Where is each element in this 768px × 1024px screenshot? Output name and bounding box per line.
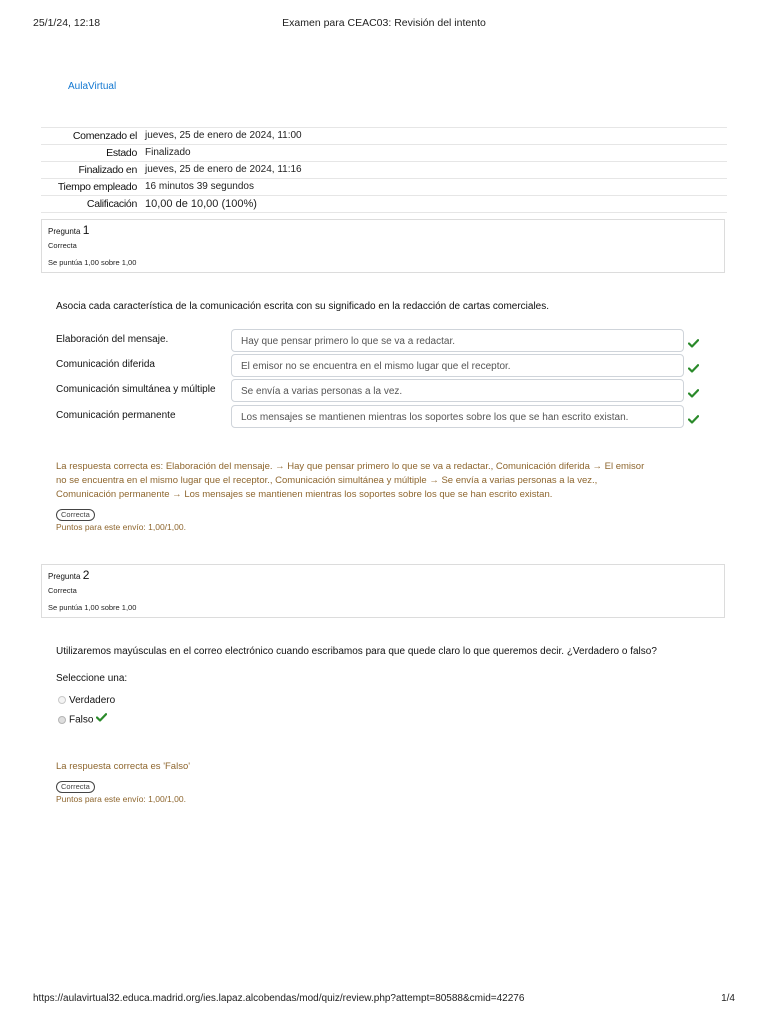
summary-label: Comenzado el [41, 128, 145, 145]
summary-value: jueves, 25 de enero de 2024, 11:00 [145, 128, 727, 145]
print-title: Examen para CEAC03: Revisión del intento [282, 17, 486, 29]
question-grade: Se puntúa 1,00 sobre 1,00 [48, 603, 137, 612]
option-verdadero[interactable] [58, 694, 115, 708]
question-text-1: Asocia cada característica de la comunicación escrita con su significado en la redacción de cartas comerciales. [56, 301, 550, 312]
print-date: 25/1/24, 12:18 [33, 17, 101, 29]
question-number-value: 2 [82, 568, 90, 582]
print-footer [33, 993, 735, 1007]
correct-badge: Correcta [56, 509, 95, 521]
match-label: Comunicación simultánea y múltiple [56, 384, 216, 395]
radio-button[interactable] [58, 696, 66, 704]
site-home-link[interactable]: AulaVirtual [68, 81, 117, 92]
match-select[interactable]: El emisor no se encuentra en el mismo lugar que el receptor. [231, 354, 684, 377]
question-info-2 [41, 564, 725, 618]
summary-label: Estado [41, 145, 145, 162]
summary-row [41, 179, 727, 196]
check-icon [688, 411, 699, 429]
feedback-line: no se encuentra en el mismo lugar que el receptor., Comunicación simultánea y múltiple → Se envía a varias personas a la vez., [56, 475, 598, 486]
summary-value: jueves, 25 de enero de 2024, 11:16 [145, 162, 727, 179]
points-awarded-1: Puntos para este envío: 1,00/1,00. [56, 522, 186, 532]
print-header [33, 17, 735, 31]
summary-grade [145, 196, 727, 213]
feedback-line: La respuesta correcta es: Elaboración del mensaje. → Hay que pensar primero lo que se va a redactar., Comunicación diferida → El emisor [56, 461, 645, 472]
question-text-2: Utilizaremos mayúsculas en el correo electrónico cuando escribamos para que quede claro lo que queremos decir. ¿Verdadero o falso? [56, 646, 657, 657]
check-icon [688, 335, 699, 353]
match-label: Elaboración del mensaje. [56, 334, 169, 345]
match-label: Comunicación diferida [56, 359, 155, 370]
check-icon [688, 360, 699, 378]
select-one-prompt: Seleccione una: [56, 673, 128, 684]
summary-label: Tiempo empleado [41, 179, 145, 196]
check-icon [688, 385, 699, 403]
summary-row [41, 162, 727, 179]
summary-value: Finalizado [145, 145, 727, 162]
match-row [56, 379, 706, 403]
summary-value: 16 minutos 39 segundos [145, 179, 727, 196]
summary-row [41, 196, 727, 213]
match-label: Comunicación permanente [56, 410, 176, 421]
page-count: 1/4 [721, 993, 735, 1004]
summary-row [41, 145, 727, 162]
points-awarded-2: Puntos para este envío: 1,00/1,00. [56, 794, 186, 804]
match-select[interactable]: Los mensajes se mantienen mientras los soportes sobre los que se han escrito existan. [231, 405, 684, 428]
correct-answer-feedback-1 [56, 460, 716, 502]
question-grade: Se puntúa 1,00 sobre 1,00 [48, 258, 137, 267]
correct-answer-feedback-2: La respuesta correcta es 'Falso' [56, 761, 191, 772]
match-select[interactable]: Hay que pensar primero lo que se va a redactar. [231, 329, 684, 352]
attempt-summary-table [41, 127, 727, 213]
grade-score: 10,00 [145, 198, 173, 210]
question-number-prefix: Pregunta [48, 572, 83, 581]
match-select[interactable]: Se envía a varias personas a la vez. [231, 379, 684, 402]
question-number [48, 223, 718, 239]
question-state: Correcta [48, 586, 77, 595]
summary-label: Calificación [41, 196, 145, 213]
radio-button-selected[interactable] [58, 716, 66, 724]
feedback-line: Comunicación permanente → Los mensajes se mantienen mientras los soportes sobre los que se han escrito existan. [56, 489, 553, 500]
match-row [56, 405, 706, 429]
question-number-prefix: Pregunta [48, 227, 83, 236]
option-falso[interactable] [58, 713, 107, 727]
match-row [56, 354, 706, 378]
question-number-value: 1 [82, 223, 90, 237]
correct-badge: Correcta [56, 781, 95, 793]
grade-total: de 10,00 (100%) [172, 198, 257, 210]
page-url: https://aulavirtual32.educa.madrid.org/ies.lapaz.alcobendas/mod/quiz/review.php?attempt=80588&cmid=42276 [33, 993, 525, 1004]
summary-row [41, 128, 727, 145]
match-row [56, 329, 706, 353]
summary-label: Finalizado en [41, 162, 145, 179]
check-icon [96, 713, 107, 727]
option-label: Verdadero [69, 695, 116, 706]
question-state: Correcta [48, 241, 77, 250]
question-number [48, 568, 718, 584]
option-label: Falso [69, 714, 94, 726]
question-info-1 [41, 219, 725, 273]
